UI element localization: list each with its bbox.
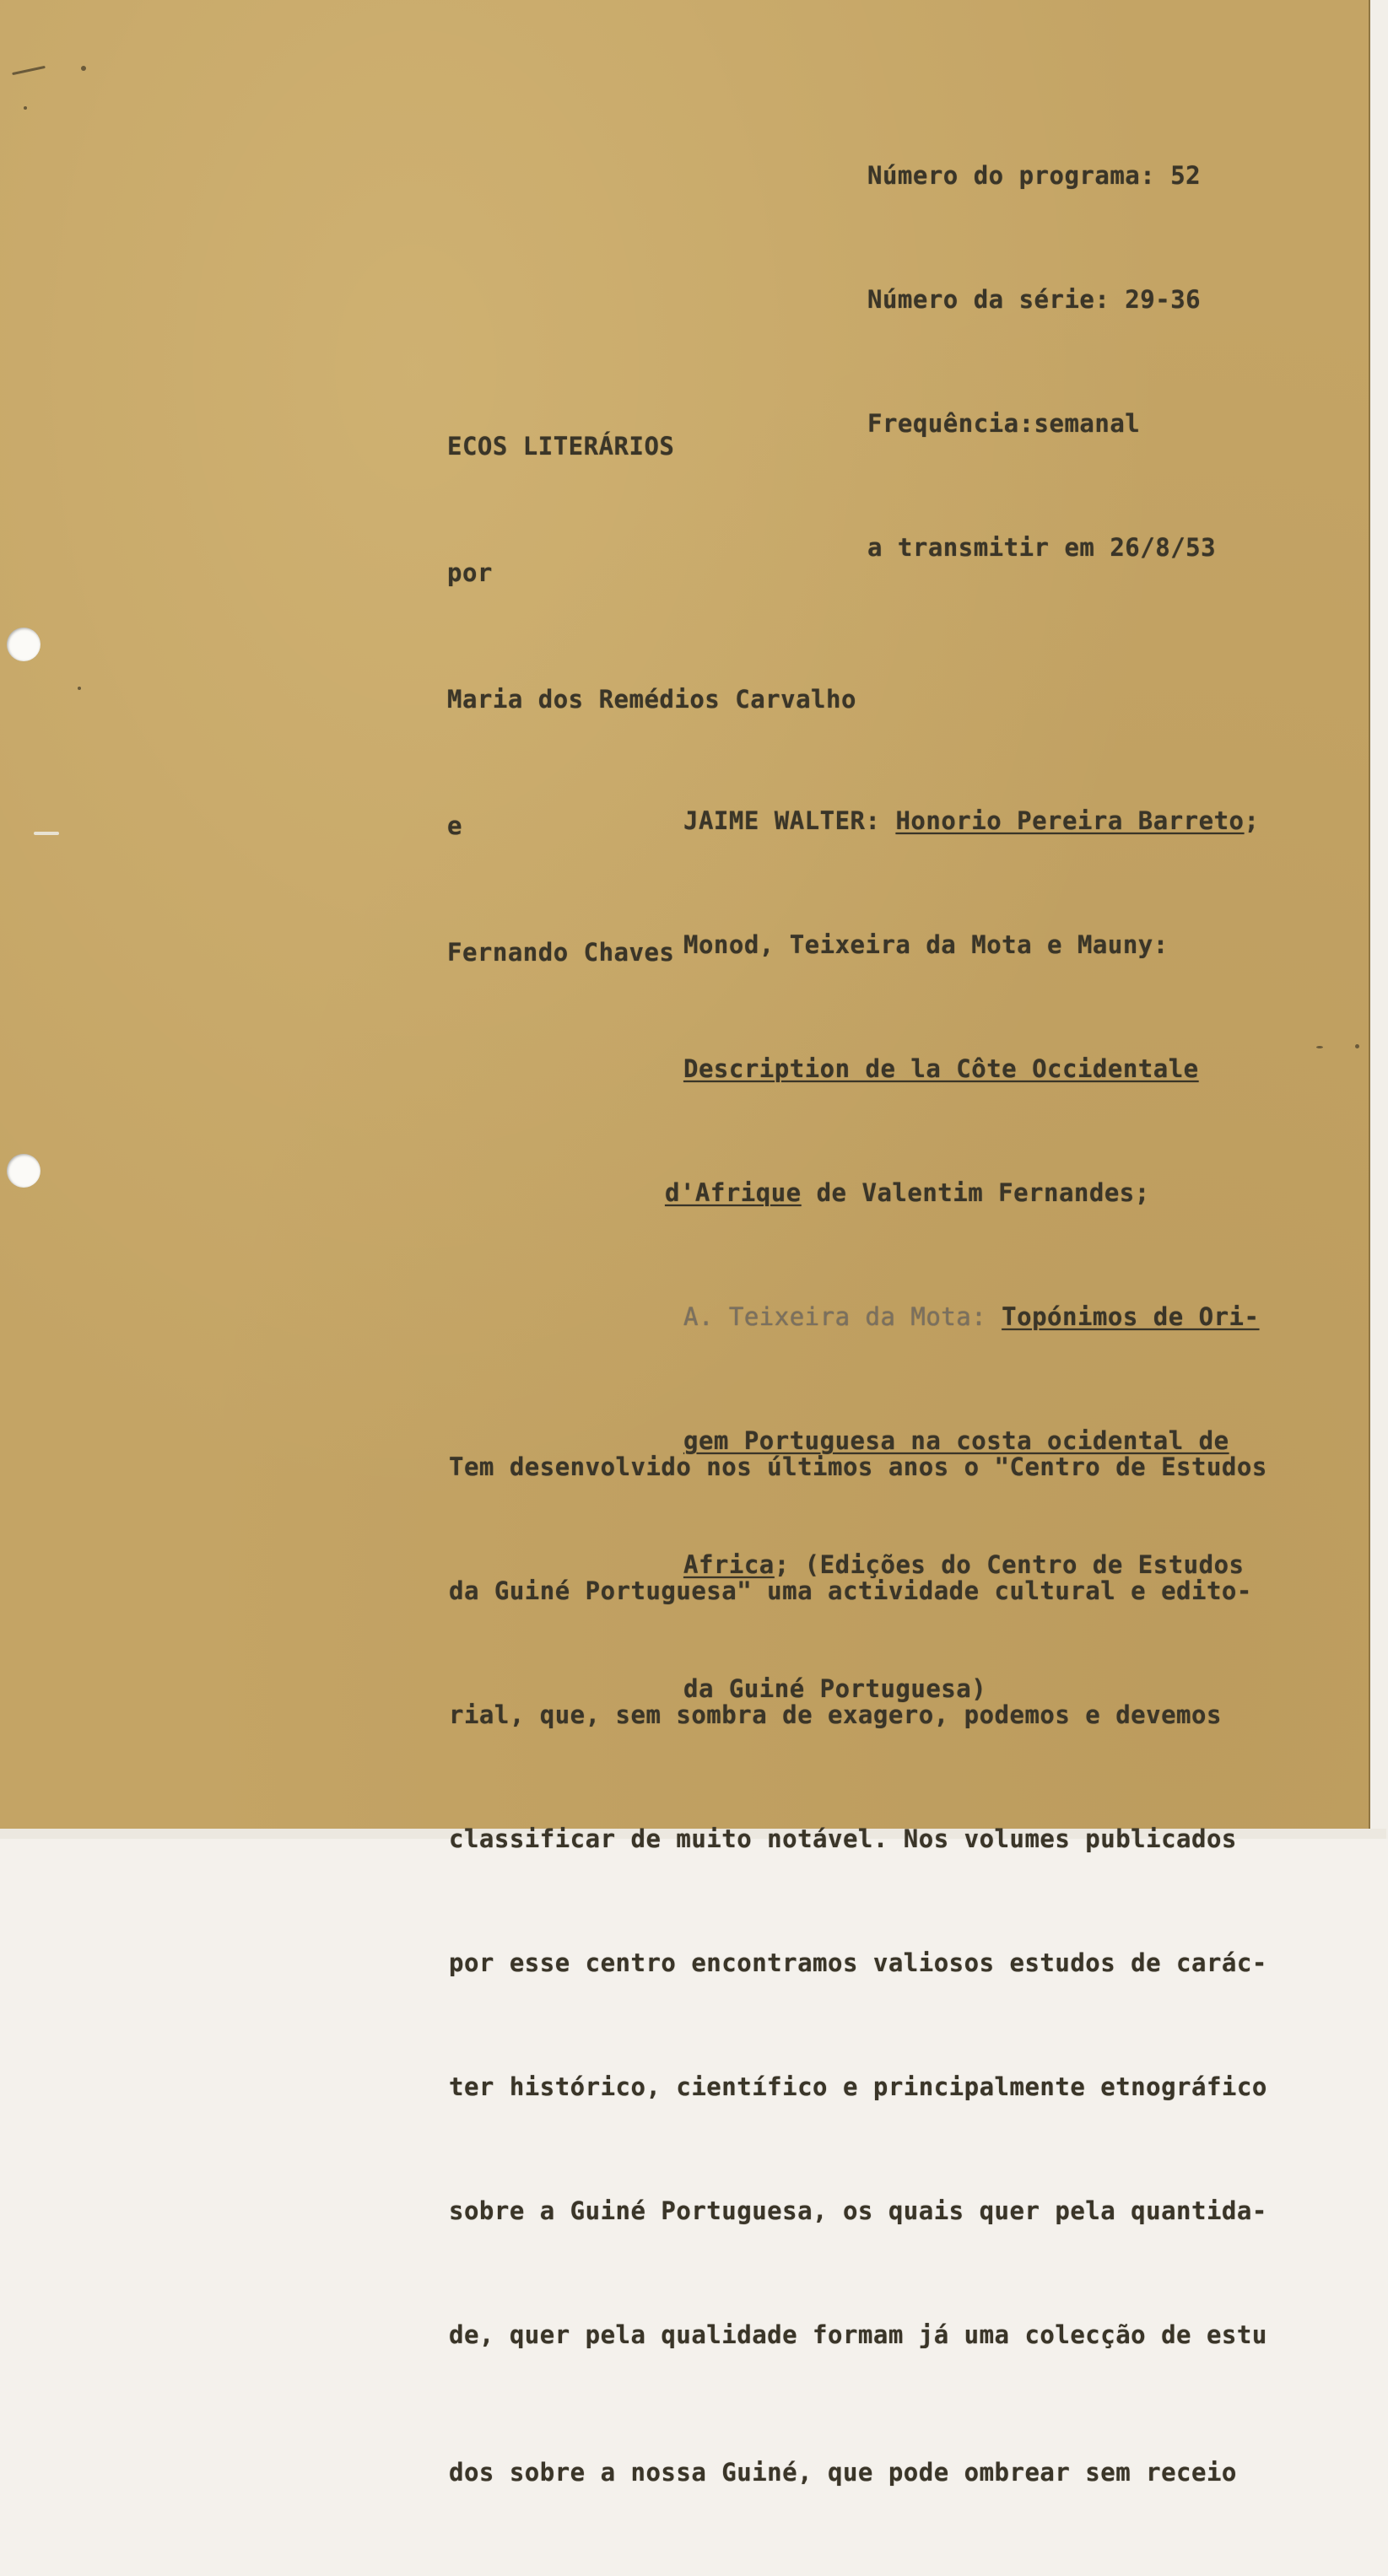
author-name: Fernando Chaves	[447, 938, 675, 967]
bibliography-line	[683, 1296, 1260, 1338]
program-header	[867, 73, 1216, 651]
author-name: Maria dos Remédios Carvalho	[447, 685, 856, 714]
paper-tear	[34, 832, 59, 835]
ink-speck	[24, 106, 27, 110]
bibliography-work-title: Description de la Côte Occidentale	[683, 1054, 1199, 1083]
bibliography-text: ; (Edições do Centro de Estudos	[774, 1550, 1245, 1579]
body-line: dos sobre a nossa Guiné, que pode ombrear sem receio	[449, 2458, 1237, 2487]
program-number: Número do programa: 52	[867, 161, 1202, 190]
bibliography-line: da Guiné Portuguesa)	[683, 1674, 987, 1703]
broadcast-date: a transmitir em 26/8/53	[867, 533, 1217, 562]
punch-hole-icon	[7, 1154, 41, 1188]
ink-speck	[1316, 1046, 1323, 1048]
body-line: classificar de muito notável. Nos volumes publicados	[449, 1824, 1237, 1853]
bibliography-work-title: Africa	[683, 1550, 775, 1579]
bibliography-work-title: gem Portuguesa na costa ocidental de	[683, 1426, 1229, 1455]
body-line: Tem desenvolvido nos últimos anos o "Centro de Estudos	[449, 1452, 1267, 1481]
punctuation: ;	[1244, 806, 1260, 835]
bibliography-line: Monod, Teixeira da Mota e Mauny:	[683, 930, 1169, 959]
bibliography-work-title: Honorio Pereira Barreto	[895, 806, 1245, 835]
frequency: Frequência:semanal	[867, 409, 1141, 438]
series-number: Número da série: 29-36	[867, 285, 1202, 314]
body-line: rial, que, sem sombra de exagero, podemos e devemos	[449, 1700, 1222, 1729]
conjunction: e	[447, 811, 462, 840]
page-edge-strip	[1369, 0, 1388, 1839]
bibliography-line	[683, 1048, 1260, 1090]
body-line: da Guiné Portuguesa" uma actividade cultural e edito-	[449, 1576, 1252, 1605]
body-line: de, quer pela qualidade formam já uma colecção de estu	[449, 2320, 1267, 2349]
bibliography-work-title: d'Afrique	[665, 1178, 802, 1207]
ink-speck	[78, 687, 81, 690]
program-title: ECOS LITERÁRIOS	[447, 432, 675, 461]
bibliography-work-title: Topónimos de Ori-	[1002, 1302, 1260, 1331]
bibliography-text: de Valentim Fernandes;	[801, 1178, 1150, 1207]
ink-speck	[81, 66, 86, 71]
bibliography-line	[665, 1172, 1260, 1214]
body-text	[449, 1364, 1267, 2576]
punch-hole-icon	[7, 628, 41, 661]
bibliography-author: JAIME WALTER:	[683, 806, 881, 835]
body-line: ter histórico, científico e principalmente etnográfico	[449, 2072, 1267, 2101]
body-line: por esse centro encontramos valiosos estudos de carác-	[449, 1948, 1267, 1977]
body-line: sobre a Guiné Portuguesa, os quais quer pela quantida-	[449, 2196, 1267, 2225]
ink-speck	[1355, 1044, 1359, 1048]
bibliography-line	[683, 800, 1260, 842]
by-label: por	[447, 558, 493, 587]
bibliography-author: A. Teixeira da Mota:	[683, 1302, 1002, 1331]
ink-mark	[12, 66, 46, 75]
